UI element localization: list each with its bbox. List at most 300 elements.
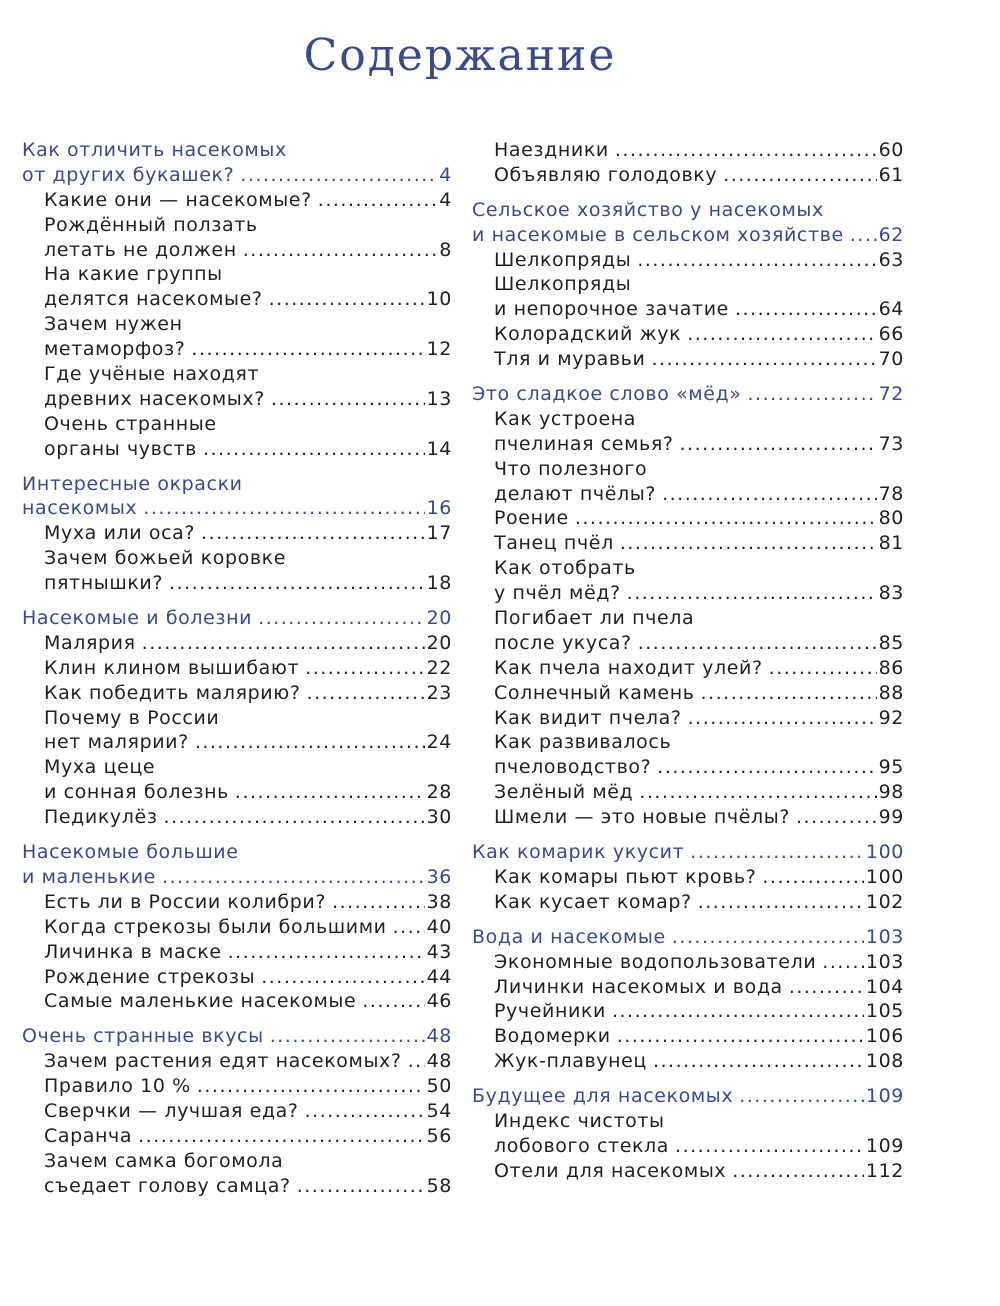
section-heading-text: Вода и насекомые [472,925,666,948]
dot-leader [657,755,876,780]
page-number: 85 [878,631,904,654]
toc-entry[interactable] [472,1024,904,1049]
toc-entry[interactable] [22,546,452,596]
page-number: 36 [426,865,452,888]
page-number: 103 [865,925,904,948]
entry-line [22,890,452,915]
entry-line [22,730,452,755]
entry-line [22,437,452,462]
toc-entry[interactable] [472,805,904,830]
entry-line [22,989,452,1014]
dot-leader [332,890,425,915]
toc-entry[interactable] [472,681,904,706]
entry-line [472,606,904,631]
dot-leader [164,805,425,830]
entry-line [472,706,904,731]
toc-entry[interactable] [472,730,904,780]
entry-line [472,482,904,507]
toc-column-left [22,138,452,1209]
toc-entry[interactable] [22,940,452,965]
page-number: 18 [426,572,452,595]
dot-leader [243,238,438,263]
entry-text: Где учёные находят [44,363,260,386]
dot-leader [305,656,424,681]
section-heading-line [22,606,452,631]
toc-section [22,840,452,1014]
toc-section [22,472,452,596]
entry-line [22,1174,452,1199]
page-number: 20 [426,631,452,654]
entry-text: после укуса? [494,631,632,654]
toc-section [472,925,904,1074]
section-heading-line [22,865,452,890]
page-number: 86 [878,656,904,679]
page-number: 4 [439,163,452,186]
toc-entry[interactable] [22,681,452,706]
dot-leader [850,223,877,248]
entry-line [22,362,452,387]
entry-text: Личинки насекомых и вода [494,975,783,998]
toc-section [472,382,904,830]
entry-text: Сверчки — лучшая еда? [44,1099,299,1122]
section-heading-text: Очень странные вкусы [22,1025,264,1048]
dot-leader [680,432,877,457]
section-heading[interactable] [22,1024,452,1049]
entry-text: Есть ли в России колибри? [44,890,327,913]
page-number: 78 [878,482,904,505]
entry-text: съедает голову самца? [44,1174,291,1197]
toc-entry[interactable] [472,506,904,531]
section-heading-line [472,198,904,223]
toc-entry[interactable] [22,989,452,1014]
toc-entry[interactable] [472,407,904,457]
entry-line [22,1149,452,1174]
section-heading-line [22,1024,452,1049]
entry-line [22,262,452,287]
entry-line [472,1134,904,1159]
entry-line [22,188,452,213]
entry-line [22,1074,452,1099]
toc-section [22,1024,452,1198]
entry-text: Танец пчёл [494,532,614,555]
entry-text: Педикулёз [44,806,158,829]
toc-entry[interactable] [22,656,452,681]
dot-leader [393,915,425,940]
section-heading-text: Насекомые большие [22,841,239,864]
toc-entry[interactable] [472,322,904,347]
page-number: 60 [878,139,904,161]
section-heading-line [472,382,904,407]
section-heading-line [22,163,452,188]
page-number: 61 [878,163,904,186]
toc-entry[interactable] [472,272,904,322]
entry-line [22,213,452,238]
toc-entry[interactable] [22,1149,452,1199]
toc-entry[interactable] [472,865,904,890]
entry-line [472,297,904,322]
entry-line [22,755,452,780]
entry-text: пчелиная семья? [494,432,674,455]
entry-text: Колорадский жук [494,323,682,346]
page-number: 88 [878,681,904,704]
page-number: 13 [426,387,452,410]
entry-line [472,407,904,432]
page-number: 4 [439,188,452,211]
page-number: 92 [878,706,904,729]
entry-line [22,312,452,337]
dot-leader [307,681,425,706]
entry-text: Муха цеце [44,756,156,779]
dot-leader [698,890,864,915]
dot-leader [408,1049,425,1074]
entry-line [472,755,904,780]
dot-leader [662,482,877,507]
page-number: 108 [865,1050,904,1073]
entry-text: Ручейники [494,1000,606,1023]
page-number: 10 [426,288,452,311]
entry-line [22,805,452,830]
dot-leader [617,1024,864,1049]
dot-leader [191,337,424,362]
entry-line [472,950,904,975]
entry-line [472,730,904,755]
entry-text: у пчёл мёд? [494,582,621,605]
page-number: 63 [878,248,904,271]
dot-leader [142,631,425,656]
section-heading-text: Это сладкое слово «мёд» [472,383,742,406]
dot-leader [297,1174,425,1199]
entry-text: Клин клином вышибают [44,656,300,679]
toc-entry[interactable] [472,1159,904,1184]
page-number: 48 [426,1025,452,1048]
section-heading[interactable] [472,198,904,248]
entry-text: Муха или оса? [44,522,196,545]
entry-text: Зелёный мёд [494,781,634,804]
dot-leader [162,865,425,890]
entry-text: пятнышки? [44,572,164,595]
dot-leader [723,163,876,188]
entry-line [472,531,904,556]
dot-leader [169,571,425,596]
page-number: 22 [426,656,452,679]
section-heading-line [472,223,904,248]
dot-leader [701,681,877,706]
entry-line [472,581,904,606]
page-number: 62 [878,223,904,246]
entry-line [472,506,904,531]
page-number: 54 [426,1099,452,1122]
toc-entry[interactable] [472,975,904,1000]
entry-text: Зачем нужен [44,313,183,336]
dot-leader [269,287,425,312]
entry-line [22,287,452,312]
page-number: 72 [878,383,904,406]
section-heading-line [22,840,452,865]
dot-leader [318,188,438,213]
section-heading-text: и насекомые в сельском хозяйстве [472,223,844,246]
toc-section [22,138,452,462]
dot-leader [822,950,864,975]
toc-entry[interactable] [472,248,904,273]
toc-entry[interactable] [472,1049,904,1074]
page-number: 100 [865,865,904,888]
entry-line [22,521,452,546]
page-number: 30 [426,806,452,829]
section-heading-text: Как отличить насекомых [22,139,287,161]
entry-text: Как пчела находит улей? [494,656,763,679]
toc-entry[interactable] [472,347,904,372]
toc-section [472,1084,904,1184]
section-heading[interactable] [472,1084,904,1109]
entry-text: Как кусает комар? [494,890,692,913]
entry-text: Когда стрекозы были большими [44,915,387,938]
page-number: 46 [426,990,452,1013]
page-number: 17 [426,522,452,545]
toc-entry[interactable] [22,521,452,546]
dot-leader [195,730,425,755]
dot-leader [639,780,876,805]
toc-section [472,198,904,372]
entry-text: Личинка в маске [44,940,222,963]
toc-entry[interactable] [472,706,904,731]
toc-entry[interactable] [22,805,452,830]
toc-entry[interactable] [22,915,452,940]
entry-line [22,681,452,706]
dot-leader [651,347,876,372]
entry-text: Шелкопряды [494,248,632,271]
toc-entry[interactable] [22,362,452,412]
toc-entry[interactable] [22,262,452,312]
page-number: 109 [865,1134,904,1157]
toc-entry[interactable] [472,780,904,805]
toc-entry[interactable] [22,1049,452,1074]
entry-text: Какие они — насекомые? [44,188,312,211]
entry-text: и сонная болезнь [44,781,229,804]
dot-leader [675,1134,864,1159]
page-number: 83 [878,582,904,605]
toc-entry[interactable] [22,412,452,462]
dot-leader [235,780,425,805]
toc-entry[interactable] [472,999,904,1024]
entry-line [22,656,452,681]
toc-section [22,606,452,830]
entry-line [472,556,904,581]
toc-entry[interactable] [472,656,904,681]
dot-leader [203,437,425,462]
toc-entry[interactable] [22,188,452,213]
toc-entry[interactable] [472,138,904,163]
dot-leader [615,138,877,163]
toc-entry[interactable] [472,890,904,915]
section-heading-text: насекомых [22,497,138,520]
section-heading[interactable] [472,925,904,950]
page-number: 40 [426,915,452,938]
entry-text: летать не должен [44,238,237,261]
toc-entry[interactable] [22,890,452,915]
page-number: 24 [426,731,452,754]
section-heading[interactable] [472,840,904,865]
entry-text: древних насекомых? [44,387,265,410]
entry-text: Солнечный камень [494,681,695,704]
page-number: 104 [865,975,904,998]
dot-leader [735,297,877,322]
toc-entry[interactable] [22,1099,452,1124]
page-number: 20 [426,607,452,630]
toc-entry[interactable] [22,965,452,990]
entry-line [22,571,452,596]
entry-text: Как устроена [494,407,637,430]
entry-line [472,1109,904,1134]
page-number: 16 [426,497,452,520]
entry-text: Как победить малярию? [44,681,301,704]
entry-text: Зачем божьей коровке [44,547,286,570]
toc-entry[interactable] [472,531,904,556]
entry-text: Как комары пьют кровь? [494,865,757,888]
entry-text: Как видит пчела? [494,706,682,729]
entry-line [472,681,904,706]
section-heading-line [22,472,452,497]
page-number: 100 [865,841,904,864]
page-number: 103 [865,950,904,973]
page-number: 106 [865,1025,904,1048]
page-number: 48 [426,1050,452,1073]
toc-entry[interactable] [472,457,904,507]
toc-section [472,840,904,915]
entry-line [22,915,452,940]
dot-leader [638,631,877,656]
entry-line [22,1124,452,1149]
toc-entry[interactable] [472,556,904,606]
section-heading-text: от других букашек? [22,163,235,186]
toc-entry[interactable] [472,606,904,656]
dot-leader [305,1099,425,1124]
toc-entry[interactable] [22,631,452,656]
toc-entry[interactable] [22,213,452,263]
entry-text: нет малярии? [44,731,189,754]
dot-leader [747,382,876,407]
dot-leader [201,521,425,546]
entry-line [472,631,904,656]
toc-entry[interactable] [472,1109,904,1159]
entry-text: Экономные водопользователи [494,950,817,973]
toc-section [472,138,904,188]
section-heading[interactable] [22,472,452,522]
dot-leader [228,940,425,965]
page-number: 105 [865,1000,904,1023]
dot-leader [637,248,876,273]
entry-text: Погибает ли пчела [494,607,695,630]
toc-entry[interactable] [472,163,904,188]
toc-entry[interactable] [22,1074,452,1099]
section-heading[interactable] [22,138,452,188]
page-number: 109 [865,1085,904,1108]
section-heading[interactable] [22,840,452,890]
entry-text: Как развивалось [494,731,672,754]
dot-leader [575,506,877,531]
page-number: 98 [878,781,904,804]
toc-entry[interactable] [22,755,452,805]
section-heading-line [472,1084,904,1109]
entry-text: метаморфоз? [44,338,186,361]
toc-entry[interactable] [22,1124,452,1149]
dot-leader [240,163,437,188]
dot-leader [672,925,864,950]
entry-line [22,546,452,571]
dot-leader [620,531,877,556]
page-number: 112 [865,1159,904,1182]
entry-line [472,248,904,273]
entry-line [22,387,452,412]
entry-line [22,1099,452,1124]
entry-text: Отели для насекомых [494,1159,727,1182]
page-number: 23 [426,681,452,704]
entry-line [472,999,904,1024]
toc-entry[interactable] [472,950,904,975]
toc-entry[interactable] [22,706,452,756]
page-number: 14 [426,437,452,460]
entry-line [22,940,452,965]
entry-line [472,805,904,830]
entry-text: Рождение стрекозы [44,965,256,988]
entry-text: и непорочное зачатие [494,298,729,321]
entry-line [472,138,904,163]
section-heading-line [22,138,452,163]
entry-line [472,656,904,681]
entry-text: Как отобрать [494,557,636,580]
entry-line [472,975,904,1000]
entry-text: Саранча [44,1124,133,1147]
toc-entry[interactable] [22,312,452,362]
entry-line [472,322,904,347]
page-number: 58 [426,1174,452,1197]
entry-line [22,337,452,362]
entry-line [472,1159,904,1184]
page-title: Содержание [303,30,617,81]
dot-leader [627,581,877,606]
section-heading-text: Насекомые и болезни [22,607,253,630]
page-number: 95 [878,756,904,779]
entry-text: Зачем растения едят насекомых? [44,1050,402,1073]
dot-leader [796,805,877,830]
page-number: 80 [878,507,904,530]
entry-text: Очень странные [44,412,217,435]
page-number: 81 [878,532,904,555]
entry-line [472,457,904,482]
dot-leader [789,975,864,1000]
entry-text: Наездники [494,139,609,161]
page-number: 66 [878,323,904,346]
entry-line [472,272,904,297]
section-heading[interactable] [472,382,904,407]
entry-text: Малярия [44,631,136,654]
toc-column-right [472,138,904,1194]
entry-line [472,432,904,457]
entry-text: Тля и муравьи [494,348,646,371]
entry-text: органы чувств [44,437,197,460]
page-number: 99 [878,806,904,829]
entry-line [22,706,452,731]
section-heading[interactable] [22,606,452,631]
entry-text: Объявляю голодовку [494,163,718,186]
dot-leader [271,387,425,412]
dot-leader [653,1049,864,1074]
section-heading-line [472,840,904,865]
entry-line [472,890,904,915]
entry-line [472,780,904,805]
entry-line [22,238,452,263]
entry-text: Шелкопряды [494,273,632,296]
section-heading-text: Как комарик укусит [472,841,685,864]
